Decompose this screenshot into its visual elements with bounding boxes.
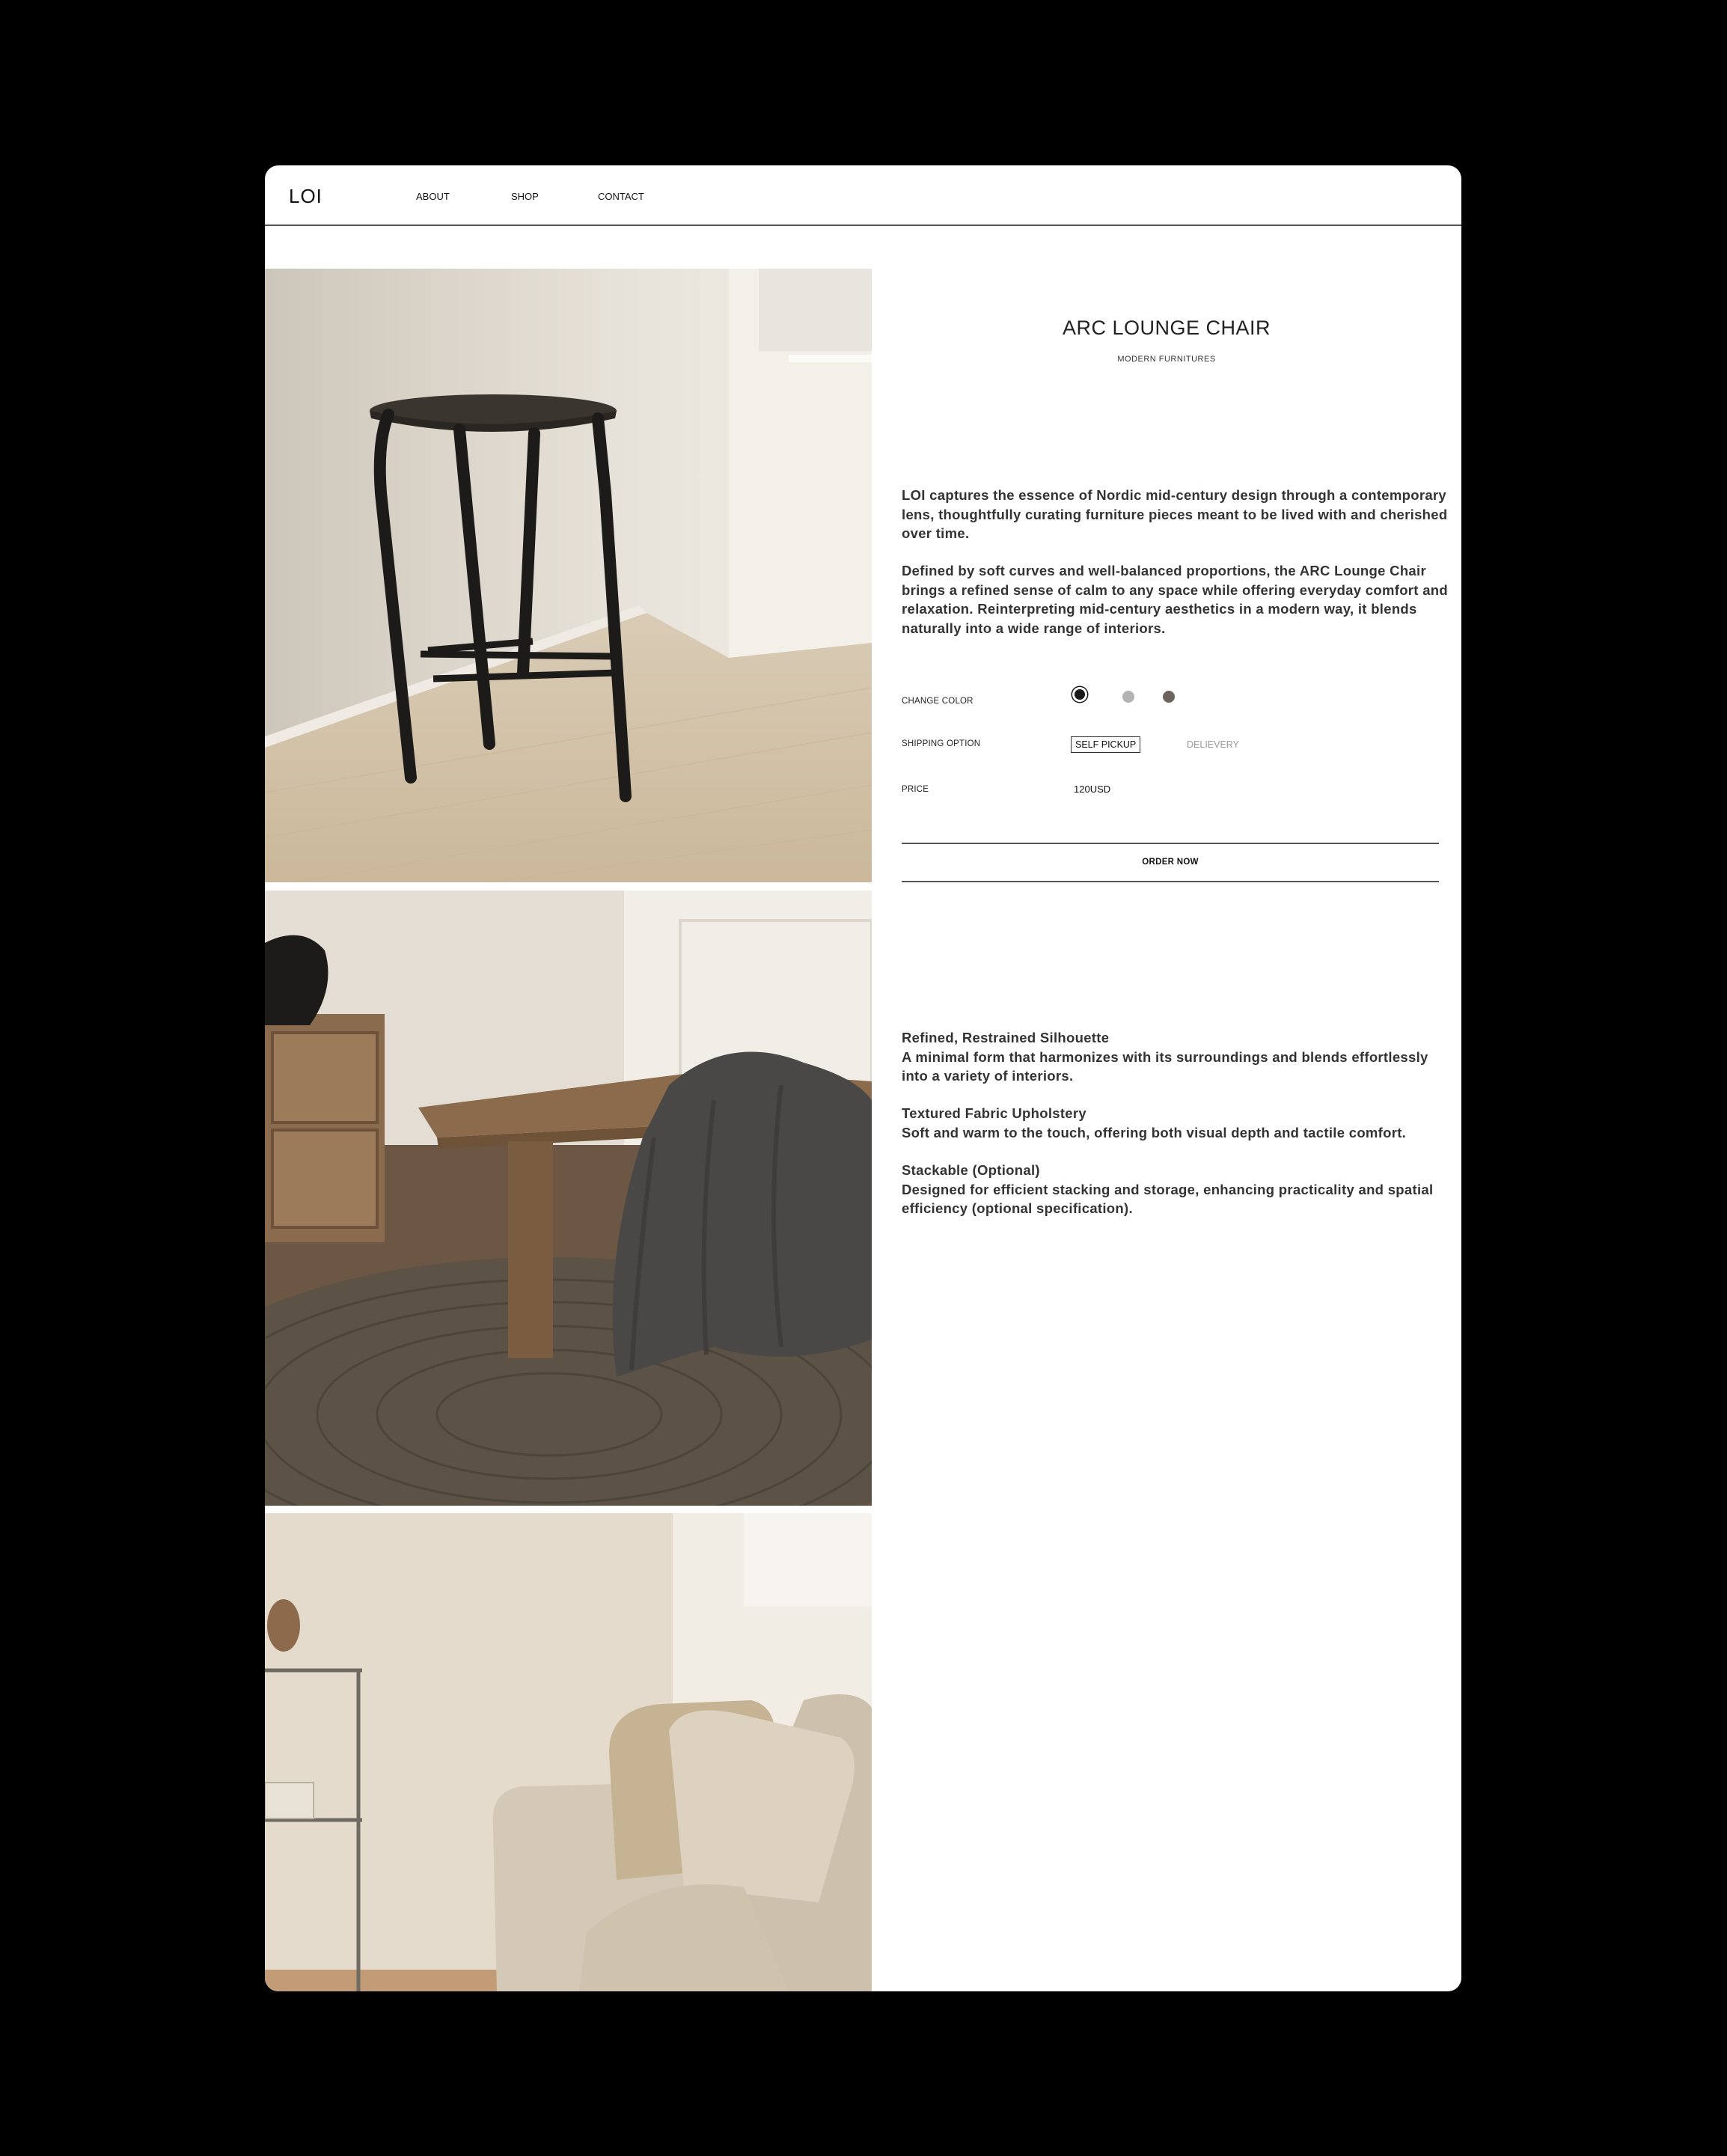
shipping-delivery-button[interactable]: DELIEVERY: [1187, 739, 1239, 750]
feature-body: A minimal form that harmonizes with its surroundings and blends effortlessly into a variety of interiors.: [902, 1048, 1428, 1084]
browser-window: [265, 165, 1461, 1991]
feature-body: Soft and warm to the touch, offering both visual depth and tactile comfort.: [902, 1124, 1407, 1140]
price-value: 120USD: [1074, 784, 1111, 795]
order-now-button[interactable]: ORDER NOW: [1142, 858, 1199, 867]
order-divider-bottom: [902, 881, 1439, 882]
color-swatch-grey[interactable]: [1122, 691, 1134, 703]
feature-item: [902, 1161, 1452, 1218]
product-title: ARC LOUNGE CHAIR: [1062, 317, 1271, 339]
price-label: PRICE: [902, 785, 929, 794]
feature-title: Refined, Restrained Silhouette: [902, 1030, 1110, 1045]
color-swatch-taupe[interactable]: [1163, 691, 1175, 703]
feature-title: Textured Fabric Upholstery: [902, 1105, 1086, 1121]
brand-logo[interactable]: LOI: [289, 185, 323, 207]
nav-shop-link[interactable]: SHOP: [511, 191, 539, 202]
product-photo-bench: [265, 891, 872, 1506]
shipping-self-pickup-button[interactable]: SELF PICKUP: [1071, 736, 1140, 753]
nav-about-link[interactable]: ABOUT: [416, 191, 450, 202]
product-photo-lounge-chair: [265, 1513, 872, 1991]
product-description-detail: Defined by soft curves and well-balanced proportions, the ARC Lounge Chair brings a refined sense of calm to any space while offering everyday comfort and relaxation. Reinterpreting mid-century aesthetics in a modern way, it blends naturally into a wide range of interiors.: [902, 563, 1448, 636]
shipping-option-label: SHIPPING OPTION: [902, 739, 981, 748]
feature-body: Designed for efficient stacking and storage, enhancing practicality and spatial efficiency (optional specification).: [902, 1181, 1434, 1216]
change-color-label: CHANGE COLOR: [902, 697, 973, 706]
feature-title: Stackable (Optional): [902, 1162, 1040, 1178]
product-category: MODERN FURNITURES: [1117, 355, 1216, 364]
product-description-intro: LOI captures the essence of Nordic mid-century design through a contemporary lens, thoughtfully curating furniture pieces meant to be lived with and cherished over time.: [902, 487, 1448, 541]
color-swatch-black[interactable]: [1075, 689, 1085, 700]
nav-contact-link[interactable]: CONTACT: [598, 191, 644, 202]
feature-item: [902, 1028, 1452, 1086]
product-photo-stool: [265, 269, 872, 882]
top-navigation: [265, 165, 1461, 226]
feature-item: [902, 1104, 1452, 1142]
